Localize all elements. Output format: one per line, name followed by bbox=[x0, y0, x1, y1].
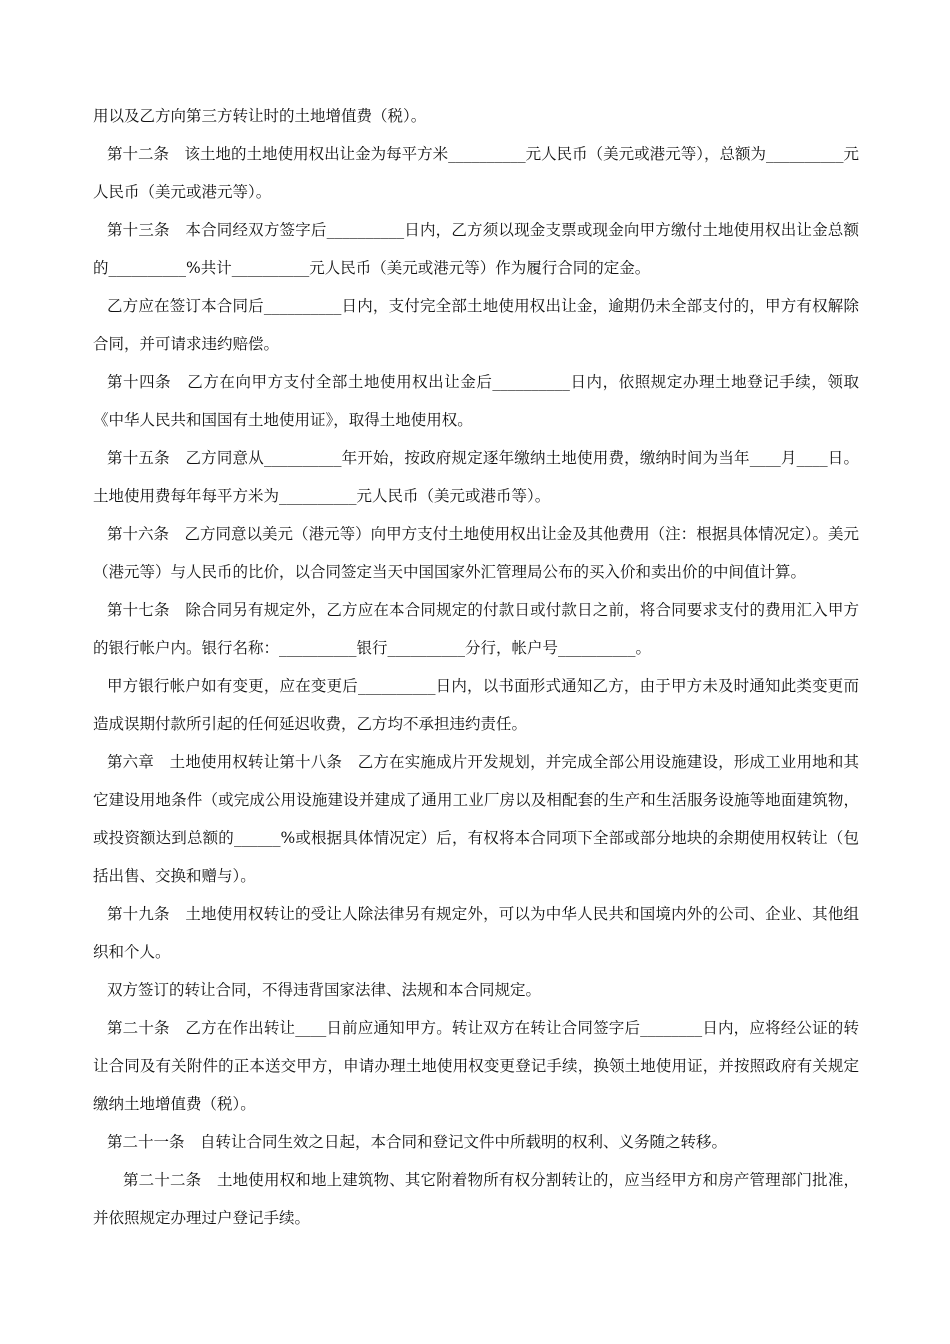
article-15: 第十五条 乙方同意从__________年开始，按政府规定逐年缴纳土地使用费，缴纳时间为当年____月____日。土地使用费每年每平方米为__________元人民币（美元或港币等）。 bbox=[93, 449, 859, 505]
article-19: 第十九条 土地使用权转让的受让人除法律另有规定外，可以为中华人民共和国境内外的公司、企业、其他组织和个人。 bbox=[93, 905, 859, 961]
article-14: 第十四条 乙方在向甲方支付全部土地使用权出让金后__________日内，依照规定办理土地登记手续，领取《中华人民共和国国有土地使用证》，取得土地使用权。 bbox=[93, 373, 859, 429]
article-13: 第十三条 本合同经双方签字后__________日内，乙方须以现金支票或现金向甲方缴付土地使用权出让金总额的__________%共计__________元人民币（美元或港元等）作为履行合同的定金。 bbox=[93, 221, 859, 277]
article-19-paragraph-2: 双方签订的转让合同，不得违背国家法律、法规和本合同规定。 bbox=[107, 981, 542, 999]
chapter-6-article-18: 第六章 土地使用权转让第十八条 乙方在实施成片开发规划，并完成全部公用设施建设，形成工业用地和其它建设用地条件（或完成公用设施建设并建成了通用工业厂房以及相配套的生产和生活服务设施等地面建筑物，或投资额达到总额的______%或根据具体情况定）后，有权将本合同项下全部或部分地块的余期使用权转让（包括出售、交换和赠与）。 bbox=[93, 753, 859, 885]
article-22: 第二十二条 土地使用权和地上建筑物、其它附着物所有权分割转让的，应当经甲方和房产管理部门批准，并依照规定办理过户登记手续。 bbox=[93, 1171, 859, 1227]
article-21: 第二十一条 自转让合同生效之日起，本合同和登记文件中所载明的权利、义务随之转移。 bbox=[107, 1133, 728, 1151]
contract-body bbox=[93, 97, 859, 1237]
article-17-paragraph-2: 甲方银行帐户如有变更，应在变更后__________日内，以书面形式通知乙方，由于甲方未及时通知此类变更而造成误期付款所引起的任何延迟收费，乙方均不承担违约责任。 bbox=[93, 677, 859, 733]
article-12: 第十二条 该土地的土地使用权出让金为每平方米__________元人民币（美元或港元等），总额为__________元人民币（美元或港元等）。 bbox=[93, 145, 859, 201]
article-13-paragraph-2: 乙方应在签订本合同后__________日内，支付完全部土地使用权出让金，逾期仍未全部支付的，甲方有权解除合同，并可请求违约赔偿。 bbox=[93, 297, 859, 353]
paragraph-continuation: 用以及乙方向第三方转让时的土地增值费（税）。 bbox=[93, 107, 427, 125]
article-16: 第十六条 乙方同意以美元（港元等）向甲方支付土地使用权出让金及其他费用（注：根据具体情况定）。美元（港元等）与人民币的比价，以合同签定当天中国国家外汇管理局公布的买入价和卖出价的中间值计算。 bbox=[93, 525, 859, 581]
article-20: 第二十条 乙方在作出转让____日前应通知甲方。转让双方在转让合同签字后________日内，应将经公证的转让合同及有关附件的正本送交甲方，申请办理土地使用权变更登记手续，换领土地使用证，并按照政府有关规定缴纳土地增值费（税）。 bbox=[93, 1019, 859, 1113]
article-17: 第十七条 除合同另有规定外，乙方应在本合同规定的付款日或付款日之前，将合同要求支付的费用汇入甲方的银行帐户内。银行名称：__________银行__________分行，帐户号__________。 bbox=[93, 601, 859, 657]
